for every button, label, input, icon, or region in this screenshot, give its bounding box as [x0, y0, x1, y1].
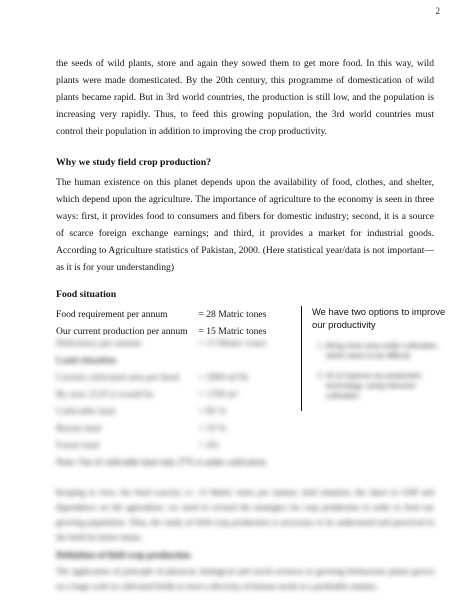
- page-content: [56, 55, 446, 594]
- land-row-label: By year 2125 it would be: [56, 389, 154, 400]
- land-row-label: Barren land: [56, 423, 102, 434]
- land-row-label: Current cultivated area per head: [56, 372, 180, 383]
- food-row-value: = 13 Matric tones: [198, 338, 267, 349]
- land-row-value: = 10 %: [198, 423, 227, 434]
- why-paragraph: The human existence on this planet depends upon the availability of food, clothes, and shelter, which depend upon the agriculture. The importance of agriculture to the economy is seen in three ways: first, it provides food to consumers and fibers for domestic industry; second, it is a source of scarce foreign exchange earnings; and third, it provides a market for industrial goods. According to Agriculture statistics of Pakistan, 2000. (Here statistical year/data is not important—as it is for your understanding): [56, 177, 434, 273]
- page-number: 2: [435, 6, 440, 16]
- land-situation-heading: Land situation: [56, 355, 116, 366]
- food-situation-table: [56, 306, 446, 594]
- productivity-callout: [301, 306, 447, 411]
- land-row-value: = 85 %: [198, 406, 227, 417]
- food-row-value: = 15 Matric tones: [198, 326, 267, 335]
- callout-item: 1. Bring more area under cultivation, which seem to be difficult.: [326, 341, 447, 361]
- land-row-value: = 2000 m²/hr: [198, 372, 249, 383]
- definition-heading: Definition of field crop production: [56, 550, 191, 560]
- land-row: [56, 420, 434, 437]
- land-row-label: Forest land: [56, 440, 99, 451]
- land-row-label: Cultivable land: [56, 406, 115, 417]
- closing-section: [56, 485, 434, 594]
- food-row-value: = 28 Matric tones: [198, 309, 267, 320]
- land-row: [56, 437, 434, 454]
- food-row-label: Our current production per annum: [56, 326, 188, 335]
- food-row-label: Food requirement per annum: [56, 309, 168, 320]
- food-situation-heading: Food situation: [56, 289, 117, 300]
- land-row-value: = 1700 m²: [198, 389, 239, 400]
- callout-title: We have two options to improve our productivity: [312, 306, 446, 330]
- callout-item: 2. Or to improve our production technology, using intensive cultivation: [326, 371, 447, 401]
- food-row-label: Deficiency per annum: [56, 338, 142, 349]
- callout-list: [312, 341, 447, 401]
- definition-paragraph: The application of principle of physical, biological and social sciences to growing herbaceous plants grown on a large scale in cultivated fields to meet a diversity of human needs in a profitable manner.: [56, 566, 434, 591]
- land-note: Note: Out of cultivable land only 27% is under cultivation: [56, 457, 266, 467]
- closing-paragraph: Keeping in view, the food scarcity i.e. 13 Matric tones per annum, land situation, the share in GDP and dependence on the agriculture, we need to revised the strategies for crop production in order to feed our growing population. Thus, the study of field crop production is necessary to be understood and practiced in the field for better future.: [56, 487, 434, 542]
- why-heading: Why we study field crop production?: [56, 157, 212, 168]
- land-row-value: = 4%: [198, 440, 220, 451]
- intro-paragraph: the seeds of wild plants, store and again they sowed them to get more food. In this way, wild plants were made domesticated. By the 20th century, this programme of domestication of wild plants became rapid. But in 3rd world countries, the production is still low, and the population is increasing very rapidly. Thus, to feed this growing population, the 3rd world countries must control their population in addition to improving the crop productivity.: [56, 58, 434, 137]
